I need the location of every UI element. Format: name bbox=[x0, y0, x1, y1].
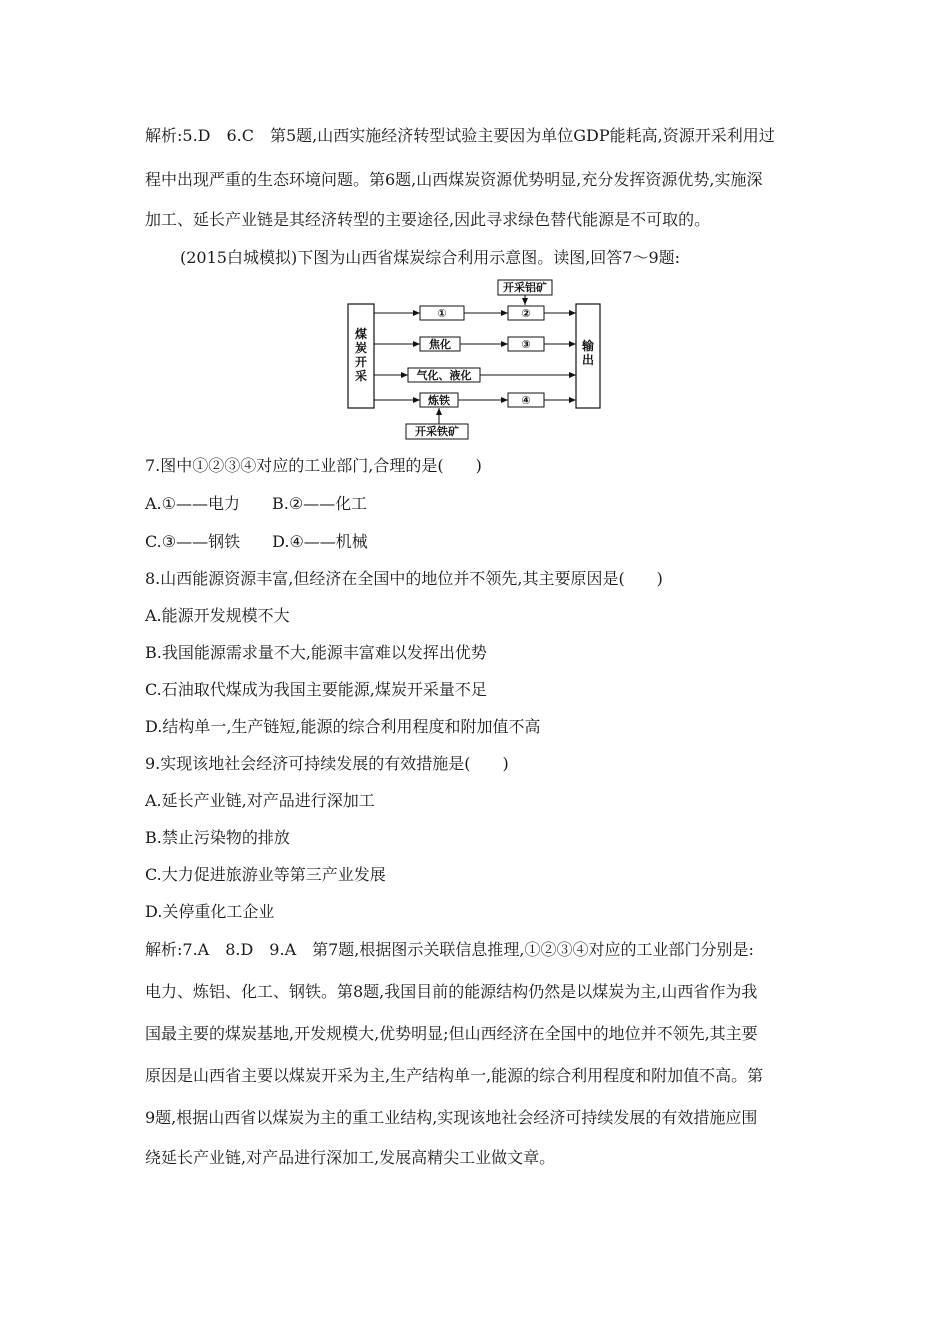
gasification-liquefaction-label: 气化、液化 bbox=[416, 369, 472, 382]
question-8-stem: 8.山西能源资源丰富,但经济在全国中的地位并不领先,其主要原因是( ) bbox=[145, 569, 663, 588]
box-2-label: ② bbox=[521, 307, 531, 320]
analysis-7-9-line-4: 原因是山西省主要以煤炭开采为主,生产结构单一,能源的综合利用程度和附加值不高。第 bbox=[145, 1066, 764, 1085]
coal-mining-label-3: 开 bbox=[354, 355, 368, 369]
question-7-options-cd: C.③——钢铁 D.④——机械 bbox=[145, 532, 368, 551]
iron-mining-label: 开采铁矿 bbox=[415, 425, 459, 438]
aluminum-mining-label: 开采铝矿 bbox=[503, 281, 547, 294]
question-7-options-ab: A.①——电力 B.②——化工 bbox=[145, 494, 368, 513]
coal-mining-label-4: 采 bbox=[354, 369, 368, 383]
analysis-5-6-line-3: 加工、延长产业链是其经济转型的主要途径,因此寻求绿色替代能源是不可取的。 bbox=[145, 210, 711, 229]
analysis-7-9-line-6: 绕延长产业链,对产品进行深加工,发展高精尖工业做文章。 bbox=[145, 1148, 556, 1167]
coal-mining-label-2: 炭 bbox=[354, 341, 368, 355]
coal-utilization-diagram bbox=[340, 278, 610, 444]
coking-label: 焦化 bbox=[429, 338, 451, 351]
question-7-stem: 7.图中①②③④对应的工业部门,合理的是( ) bbox=[145, 456, 482, 475]
question-9-option-d: D.关停重化工企业 bbox=[145, 902, 275, 921]
question-8-option-b: B.我国能源需求量不大,能源丰富难以发挥出优势 bbox=[145, 643, 487, 662]
question-8-option-a: A.能源开发规模不大 bbox=[145, 606, 290, 625]
coal-mining-label-1: 煤 bbox=[354, 327, 368, 341]
box-4-label: ④ bbox=[521, 394, 531, 407]
question-intro: (2015白城模拟)下图为山西省煤炭综合利用示意图。读图,回答7～9题: bbox=[180, 248, 681, 267]
output-label-2: 出 bbox=[581, 353, 595, 367]
box-1-label: ① bbox=[437, 307, 447, 320]
question-9-stem: 9.实现该地社会经济可持续发展的有效措施是( ) bbox=[145, 754, 509, 773]
box-3-label: ③ bbox=[521, 338, 531, 351]
question-8-option-d: D.结构单一,生产链短,能源的综合利用程度和附加值不高 bbox=[145, 717, 541, 736]
output-label-1: 输 bbox=[581, 339, 595, 353]
analysis-7-9-line-3: 国最主要的煤炭基地,开发规模大,优势明显;但山西经济在全国中的地位并不领先,其主要 bbox=[145, 1024, 758, 1043]
question-9-option-a: A.延长产业链,对产品进行深加工 bbox=[145, 791, 375, 810]
analysis-7-9-line-5: 9题,根据山西省以煤炭为主的重工业结构,实现该地社会经济可持续发展的有效措施应围 bbox=[145, 1108, 758, 1127]
ironmaking-label: 炼铁 bbox=[428, 394, 450, 407]
analysis-5-6-line-2: 程中出现严重的生态环境问题。第6题,山西煤炭资源优势明显,充分发挥资源优势,实施深 bbox=[145, 170, 763, 189]
question-8-option-c: C.石油取代煤成为我国主要能源,煤炭开采量不足 bbox=[145, 680, 487, 699]
analysis-7-9-line-1: 解析:7.A 8.D 9.A 第7题,根据图示关联信息推理,①②③④对应的工业部门分别是: bbox=[145, 940, 754, 959]
question-9-option-c: C.大力促进旅游业等第三产业发展 bbox=[145, 865, 386, 884]
analysis-7-9-line-2: 电力、炼铝、化工、钢铁。第8题,我国目前的能源结构仍然是以煤炭为主,山西省作为我 bbox=[145, 982, 758, 1001]
analysis-5-6-line-1: 解析:5.D 6.C 第5题,山西实施经济转型试验主要因为单位GDP能耗高,资源开采利用过 bbox=[145, 126, 775, 145]
question-9-option-b: B.禁止污染物的排放 bbox=[145, 828, 290, 847]
